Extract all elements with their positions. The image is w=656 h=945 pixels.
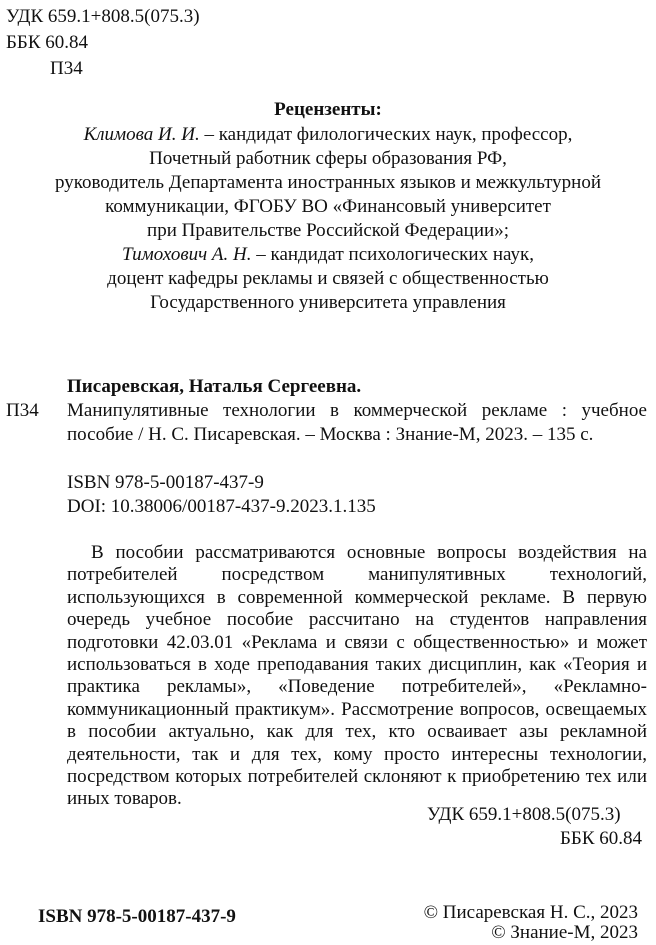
title-description-line-2: пособие / Н. С. Писаревская. – Москва : Знание-М, 2023. – 135 с. [67, 424, 594, 445]
annotation-paragraph: В пособии рассматриваются основные вопросы воздействия на потребителей посредством манипулятивных технологий, использующихся в современной коммерческой рекламе. В первую очередь учебное пособие рассчитано на студентов направления подготовки 42.03.01 «Реклама и связи с общественностью» и может использоваться в ходе преподавания таких дисциплин, как «Теория и практика рекламы», «Поведение потребителей», «Рекламно-коммуникационный практикум». Рассмотрение вопросов, освещаемых в пособии актуально, как для тех, кто осваивает азы рекламной деятельности, так и для тех, кому просто интересны технологии, посредством которых потребителей склоняют к приобретению тех или иных товаров. [67, 542, 647, 810]
reviewer-1-line-2: Почетный работник сферы образования РФ, [149, 148, 507, 169]
reviewer-1-line-3: руководитель Департамента иностранных языков и межкультурной [54, 172, 602, 193]
footer-isbn: ISBN 978-5-00187-437-9 [38, 906, 236, 927]
udk-code: УДК 659.1+808.5(075.3) [6, 6, 200, 27]
copyright-publisher: © Знание-М, 2023 [491, 922, 638, 943]
author-heading: Писаревская, Наталья Сергеевна. [67, 376, 362, 397]
isbn-line: ISBN 978-5-00187-437-9 [67, 472, 264, 493]
author-mark: П34 [50, 58, 83, 79]
reviewers-heading: Рецензенты: [274, 99, 382, 120]
reviewer-1-line-5: при Правительстве Российской Федерации»; [147, 220, 509, 241]
reviewer-2-name: Тимохович А. Н. [122, 244, 252, 265]
title-description-line-1: Манипулятивные технологии в коммерческой рекламе : учебное [67, 400, 647, 421]
bbk-code: ББК 60.84 [6, 32, 88, 53]
footer-bbk-code: ББК 60.84 [560, 828, 642, 849]
reviewer-2-line-1: Тимохович А. Н. – кандидат психологических наук, [122, 244, 534, 265]
bib-author-mark: П34 [6, 400, 39, 421]
reviewer-2-line-3: Государственного университета управления [150, 292, 506, 313]
footer-udk-code: УДК 659.1+808.5(075.3) [427, 804, 621, 825]
reviewer-1-line-4: коммуникации, ФГОБУ ВО «Финансовый университет [105, 196, 551, 217]
copyright-author: © Писаревская Н. С., 2023 [423, 902, 638, 923]
reviewer-2-line-2: доцент кафедры рекламы и связей с общественностью [107, 268, 549, 289]
doi-line: DOI: 10.38006/00187-437-9.2023.1.135 [67, 496, 376, 517]
reviewer-1-line-1: Климова И. И. – кандидат филологических наук, профессор, [83, 124, 573, 145]
reviewer-1-name: Климова И. И. [83, 124, 200, 145]
